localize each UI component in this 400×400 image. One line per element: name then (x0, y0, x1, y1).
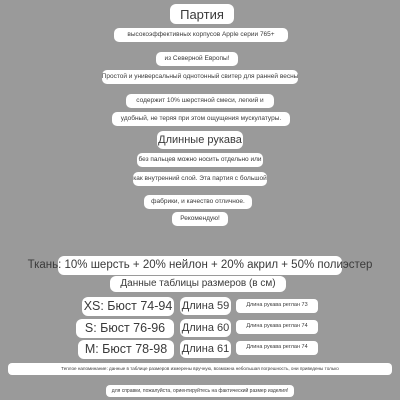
intro-line: из Северной Европы! (156, 52, 238, 66)
sleeves-line: без пальцев можно носить отдельно или (137, 153, 263, 167)
size-sleeve-m: Длина рукава реглан 74 (236, 341, 318, 355)
fabric-composition: Ткань: 10% шерсть + 20% нейлон + 20% акрил + 50% полиэстер (58, 256, 342, 275)
sleeves-line: Рекомендую! (172, 212, 228, 226)
heading: Партия (170, 4, 234, 24)
size-bust-s: S: Бюст 76-96 (76, 319, 174, 338)
size-bust-m: M: Бюст 78-98 (78, 340, 174, 359)
intro-line: удобный, не теряя при этом ощущения мускулатуры. (112, 112, 290, 126)
size-length-xs: Длина 59 (180, 297, 231, 315)
size-length-m: Длина 61 (180, 340, 231, 358)
note-line: Теплое напоминание: данные в таблице размеров измерены вручную, возможна небольшая погрешность, они приведены только (8, 363, 392, 375)
size-sleeve-s: Длина рукава реглан 74 (236, 320, 318, 334)
size-bust-xs: XS: Бюст 74-94 (82, 297, 174, 316)
note-line: для справки, пожалуйста, ориентируйтесь на фактический размер изделия! (106, 385, 294, 397)
intro-line: высокоэффективных корпусов Apple серии 765+ (114, 28, 288, 42)
sleeves-line: как внутренний слой. Эта партия с большой (133, 172, 267, 186)
sleeves-line: фабрики, и качество отличное. (144, 195, 252, 209)
sleeves-heading: Длинные рукава (157, 131, 243, 149)
intro-line: Простой и универсальный однотонный свитер для ранней весны (102, 70, 298, 84)
intro-line: содержит 10% шерстяной смеси, легкий и (126, 94, 274, 108)
size-table-title: Данные таблицы размеров (в см) (110, 276, 286, 292)
size-sleeve-xs: Длина рукава реглан 73 (236, 299, 318, 313)
size-length-s: Длина 60 (180, 319, 231, 337)
